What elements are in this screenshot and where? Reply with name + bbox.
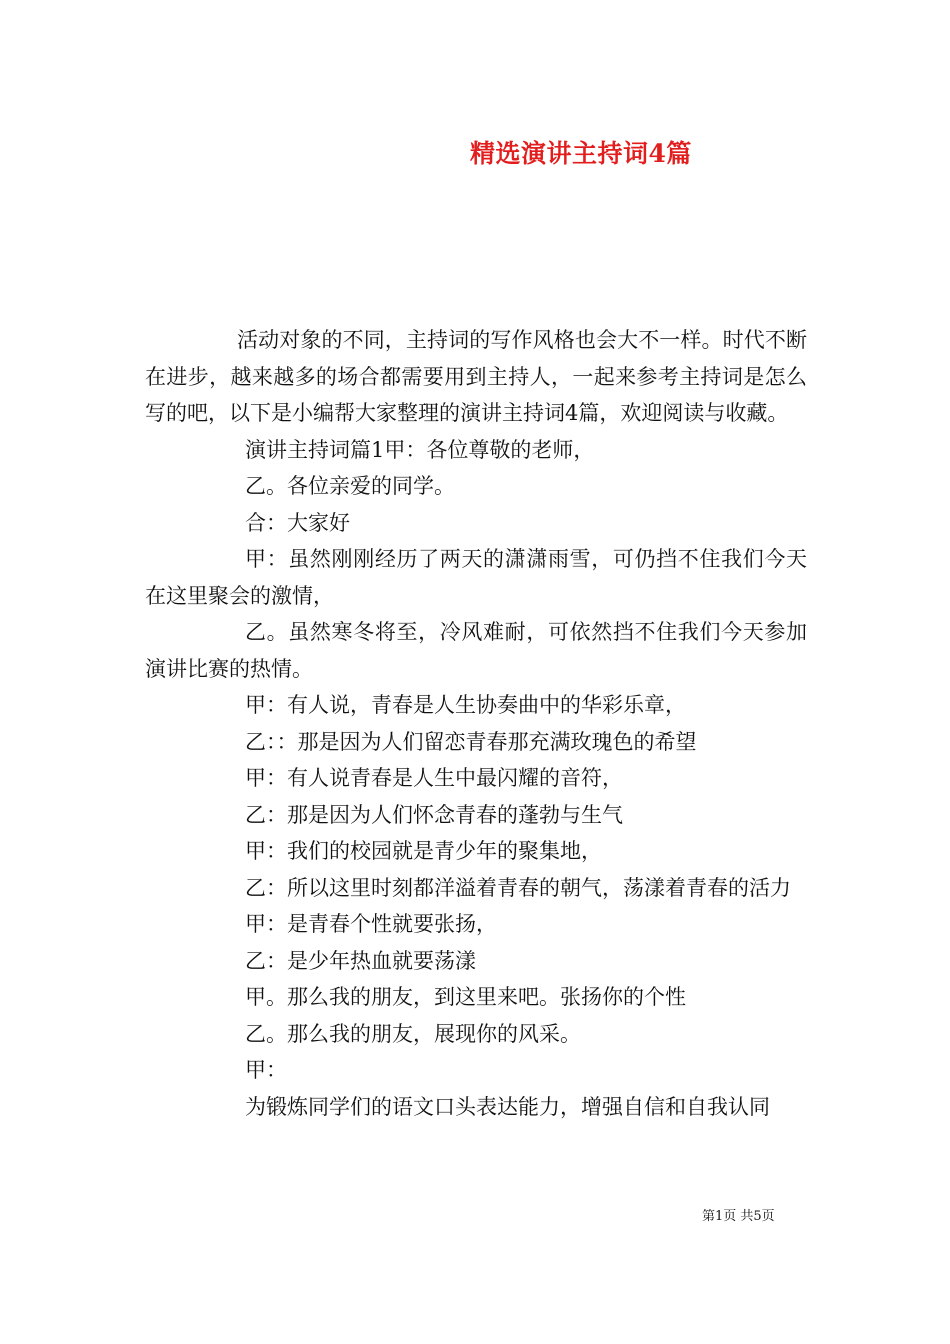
document-body bbox=[145, 322, 807, 1125]
document-title: 精选演讲主持词4篇 bbox=[470, 139, 692, 168]
paragraph: 甲： bbox=[245, 1058, 287, 1082]
page-number-footer: 第1页 共5页 bbox=[702, 1209, 775, 1224]
paragraph: 演讲主持词篇1甲：各位尊敬的老师， bbox=[245, 437, 595, 462]
paragraph: 合：大家好 bbox=[245, 510, 350, 535]
paragraph: 乙。那么我的朋友，展现你的风采。 bbox=[245, 1021, 581, 1046]
paragraph: 甲：有人说青春是人生中最闪耀的音符， bbox=[245, 766, 623, 790]
paragraph: 乙：所以这里时刻都洋溢着青春的朝气，荡漾着青春的活力 bbox=[245, 875, 791, 900]
paragraph: 乙。虽然寒冬将至，冷风难耐，可依然挡不住我们今天参加演讲比赛的热情。 bbox=[145, 620, 807, 681]
paragraph: 乙。各位亲爱的同学。 bbox=[245, 474, 455, 498]
paragraph: 甲。那么我的朋友，到这里来吧。张扬你的个性 bbox=[245, 985, 686, 1009]
paragraph: 甲：我们的校园就是青少年的聚集地， bbox=[245, 839, 602, 863]
paragraph: 甲：有人说，青春是人生协奏曲中的华彩乐章， bbox=[245, 693, 686, 717]
paragraph: 为锻炼同学们的语文口头表达能力，增强自信和自我认同 bbox=[245, 1094, 770, 1119]
paragraph-intro: 活动对象的不同，主持词的写作风格也会大不一样。时代不断在进步，越来越多的场合都需要用到主持人，一起来参考主持词是怎么写的吧，以下是小编帮大家整理的演讲主持词4篇，欢迎阅读与收藏。 bbox=[145, 328, 807, 425]
paragraph: 乙：那是因为人们怀念青春的蓬勃与生气 bbox=[245, 802, 623, 827]
paragraph: 甲：是青春个性就要张扬， bbox=[245, 912, 497, 936]
paragraph: 乙：：那是因为人们留恋青春那充满玫瑰色的希望 bbox=[245, 729, 697, 754]
paragraph: 乙：是少年热血就要荡漾 bbox=[245, 948, 476, 973]
paragraph: 甲：虽然刚刚经历了两天的潇潇雨雪，可仍挡不住我们今天在这里聚会的激情， bbox=[145, 547, 807, 608]
